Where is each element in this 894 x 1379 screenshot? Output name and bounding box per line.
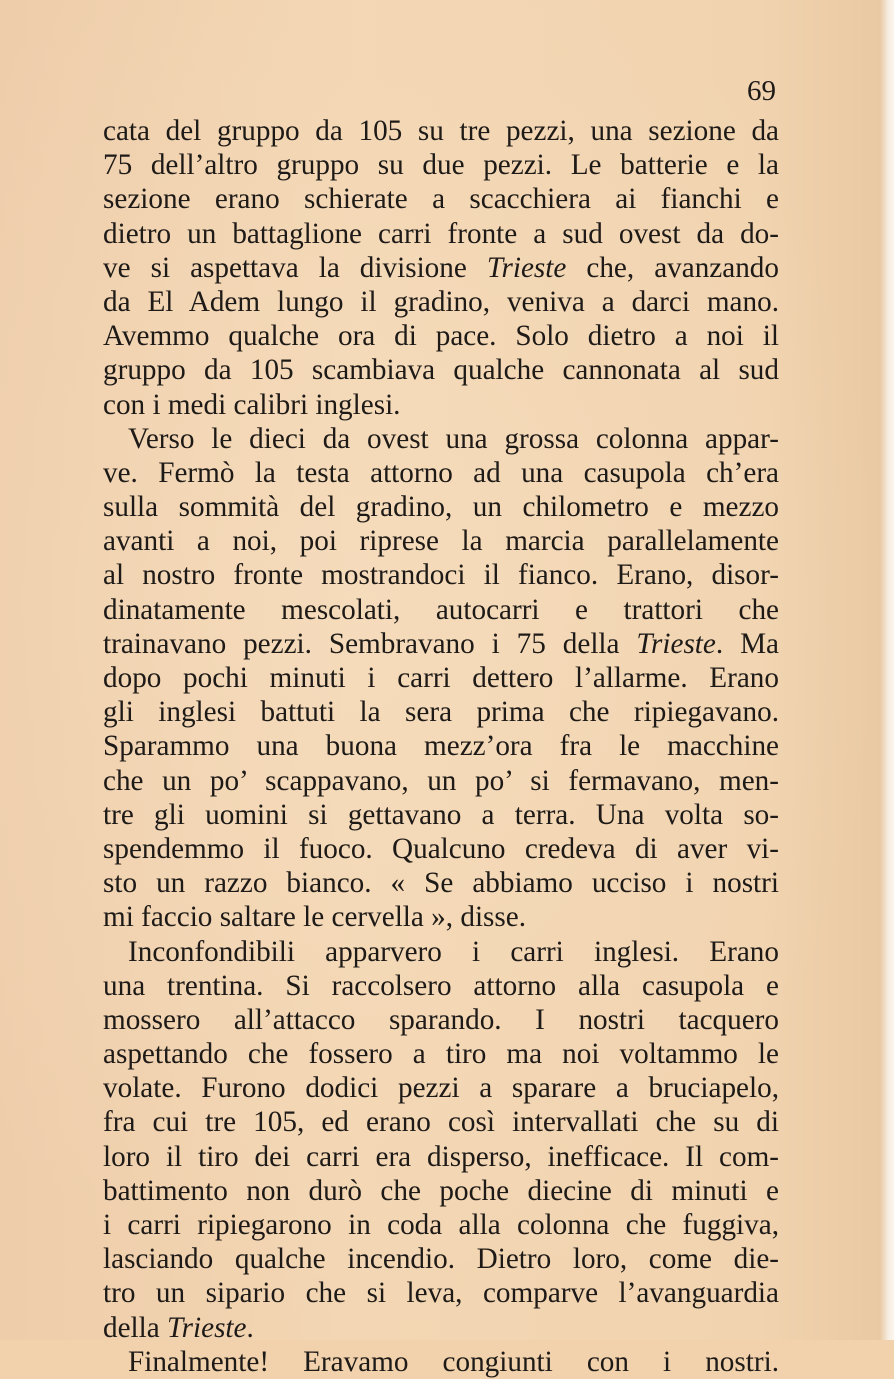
text-line: avanti a noi, poi riprese la marcia parallelamente [103,525,779,558]
text-line: volate. Furono dodici pezzi a sparare a bruciapelo, [103,1072,779,1105]
text-line: dopo pochi minuti i carri dettero l’allarme. Erano [103,662,779,694]
text-line: aspettando che fossero a tiro ma noi voltammo le [103,1038,779,1071]
text-line: mossero all’attacco sparando. I nostri tacquero [103,1003,779,1036]
text-line: tro un sipario che si leva, comparve l’avanguardia [103,1277,779,1310]
text-line: Inconfondibili apparvero i carri inglesi. Erano [128,935,779,968]
text-line: dietro un battaglione carri fronte a sud ovest da do- [103,217,779,250]
text-line: sulla sommità del gradino, un chilometro e mezzo [103,491,779,524]
text-line: Verso le dieci da ovest una grossa colonna appar- [128,422,779,455]
text-line: sto un razzo bianco. « Se abbiamo ucciso i nostri [103,867,779,900]
text-line: loro il tiro dei carri era disperso, inefficace. Il com- [103,1140,779,1173]
text-line: al nostro fronte mostrandoci il fianco. Erano, disor- [103,559,779,592]
text-line: gruppo da 105 scambiava qualche cannonata al sud [103,354,779,387]
text-line: Finalmente! Eravamo congiunti con i nostri. [128,1345,779,1378]
text-line: 75 dell’altro gruppo su due pezzi. Le batterie e la [103,149,779,182]
text-line: dinatamente mescolati, autocarri e trattori che [103,593,779,626]
text-line: gli inglesi battuti la sera prima che ripiegavano. [103,696,779,729]
text-line: da El Adem lungo il gradino, veniva a darci mano. [103,285,779,318]
text-line: ve. Fermò la testa attorno ad una casupola ch’era [103,456,779,489]
text-line: trainavano pezzi. Sembravano i 75 della Trieste. Ma [103,627,779,660]
text-line: ve si aspettava la divisione Trieste che, avanzando [103,251,779,284]
text-line: una trentina. Si raccolsero attorno alla casupola e [103,969,779,1002]
text-line: i carri ripiegarono in coda alla colonna che fuggiva, [103,1209,779,1241]
text-line: sezione erano schierate a scacchiera ai fianchi e [103,183,779,216]
text-line: che un po’ scappavano, un po’ si fermavano, men- [103,764,779,797]
text-line: Sparammo una buona mezz’ora fra le macchine [103,730,779,763]
text-line: Avemmo qualche ora di pace. Solo dietro a noi il [103,320,779,353]
text-line: battimento non durò che poche diecine di minuti e [103,1174,779,1207]
page-number: 69 [747,75,776,107]
body-text [103,114,779,1379]
text-line: con i medi calibri inglesi. [103,388,401,421]
text-line: spendemmo il fuoco. Qualcuno credeva di aver vi- [103,832,779,865]
text-line: fra cui tre 105, ed erano così intervallati che su di [103,1106,779,1139]
text-line: lasciando qualche incendio. Dietro loro, come die- [103,1243,779,1276]
page-edge [880,0,894,1340]
text-line: mi faccio saltare le cervella », disse. [103,901,527,934]
text-line: tre gli uomini si gettavano a terra. Una volta so- [103,798,779,831]
text-line: cata del gruppo da 105 su tre pezzi, una sezione da [103,115,779,147]
text-line: della Trieste. [103,1311,254,1344]
